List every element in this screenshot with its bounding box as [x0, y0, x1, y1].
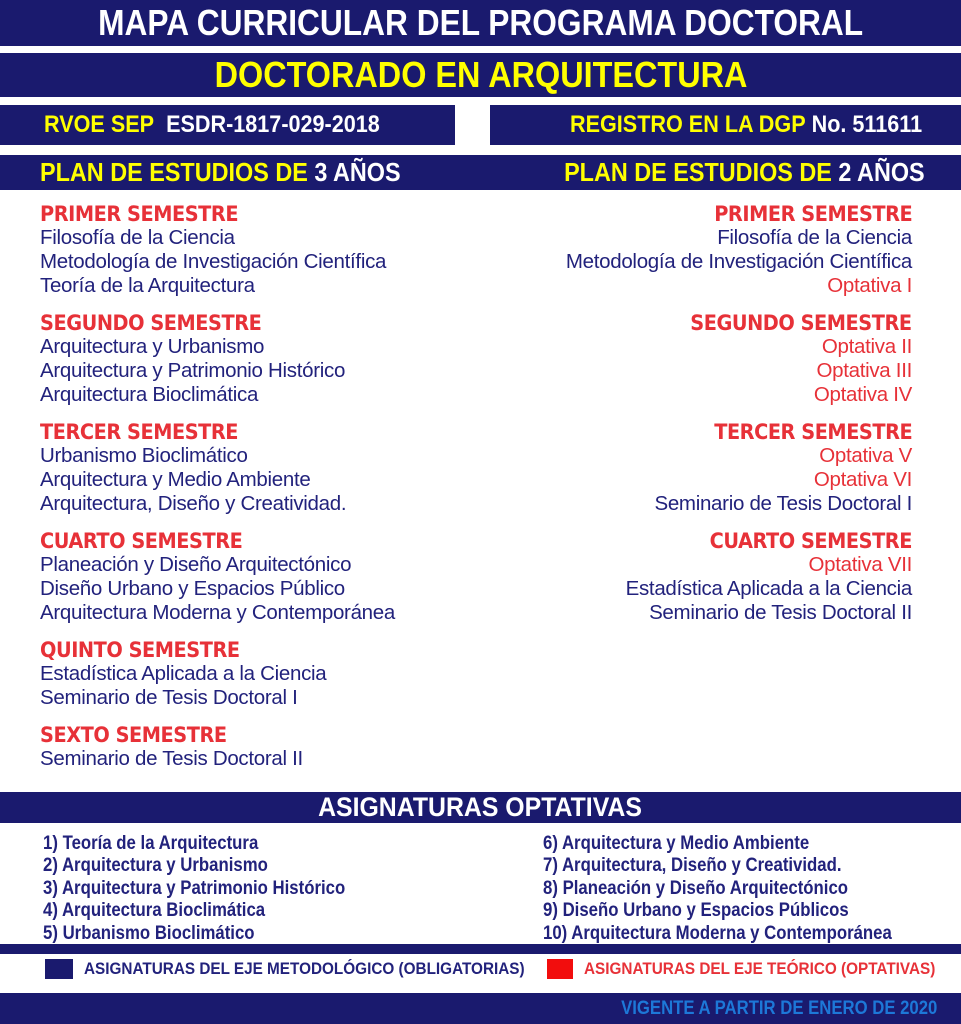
- course-obligatoria: Diseño Urbano y Espacios Público: [40, 577, 345, 600]
- rvoe-box: [0, 105, 455, 145]
- plan-2-years-column: [472, 202, 912, 638]
- rvoe-value: ESDR-1817-029-2018: [166, 111, 380, 138]
- electives-list-right: [543, 832, 949, 944]
- semester-section: [40, 202, 480, 298]
- course-obligatoria: Arquitectura, Diseño y Creatividad.: [40, 492, 347, 515]
- course-optativa: Optativa I: [827, 274, 912, 297]
- elective-item: 5) Urbanismo Bioclimático: [43, 921, 255, 944]
- course-optativa: Optativa IV: [813, 383, 912, 406]
- validity-note: VIGENTE A PARTIR DE ENERO DE 2020: [620, 997, 937, 1019]
- legend-obligatorias-label: ASIGNATURAS DEL EJE METODOLÓGICO (OBLIGATORIAS): [84, 959, 525, 978]
- plan-2-title: PLAN DE ESTUDIOS DE 2 AÑOS: [564, 157, 925, 187]
- electives-list-left: [43, 832, 394, 944]
- dgp-box: [490, 105, 961, 145]
- course-optativa: Optativa III: [816, 359, 912, 382]
- course-obligatoria: Teoría de la Arquitectura: [40, 274, 255, 297]
- course-optativa: Optativa VII: [808, 553, 912, 576]
- course-obligatoria: Metodología de Investigación Científica: [40, 250, 387, 273]
- semester-heading: SEGUNDO SEMESTRE: [40, 311, 262, 335]
- course-optativa: Optativa VI: [813, 468, 912, 491]
- semester-heading: QUINTO SEMESTRE: [40, 638, 240, 662]
- semester-section: [472, 420, 912, 516]
- elective-item: 1) Teoría de la Arquitectura: [43, 832, 259, 854]
- elective-item: 4) Arquitectura Bioclimática: [43, 899, 266, 922]
- elective-item: 2) Arquitectura y Urbanismo: [43, 854, 268, 877]
- footer-divider-band: [0, 944, 961, 954]
- elective-item: 10) Arquitectura Moderna y Contemporánea: [543, 921, 892, 944]
- course-optativa: Optativa V: [819, 444, 912, 467]
- semester-section: [472, 529, 912, 625]
- course-obligatoria: Seminario de Tesis Doctoral II: [40, 747, 303, 770]
- semester-section: [472, 311, 912, 407]
- semester-heading: CUARTO SEMESTRE: [709, 529, 912, 553]
- legend-swatch-navy: [45, 959, 73, 979]
- semester-heading: TERCER SEMESTRE: [713, 420, 912, 444]
- legend-swatch-red: [547, 959, 573, 979]
- plan-3-years-column: [40, 202, 480, 784]
- page-title: MAPA CURRICULAR DEL PROGRAMA DOCTORAL: [98, 2, 863, 43]
- elective-item: 8) Planeación y Diseño Arquitectónico: [543, 876, 849, 899]
- semester-section: [40, 723, 480, 771]
- semester-heading: TERCER SEMESTRE: [40, 420, 239, 444]
- electives-title-band: [0, 792, 961, 823]
- semester-heading: SEXTO SEMESTRE: [40, 723, 227, 747]
- course-obligatoria: Urbanismo Bioclimático: [40, 444, 248, 467]
- legend-optativas-label: ASIGNATURAS DEL EJE TEÓRICO (OPTATIVAS): [584, 959, 936, 978]
- semester-section: [472, 202, 912, 298]
- semester-section: [40, 311, 480, 407]
- elective-item: 3) Arquitectura y Patrimonio Histórico: [43, 876, 346, 899]
- plans-band: [0, 155, 961, 190]
- course-obligatoria: Estadística Aplicada a la Ciencia: [40, 662, 327, 685]
- semester-heading: PRIMER SEMESTRE: [40, 202, 239, 226]
- course-obligatoria: Seminario de Tesis Doctoral II: [649, 601, 912, 624]
- elective-item: 9) Diseño Urbano y Espacios Públicos: [543, 899, 849, 922]
- course-obligatoria: Arquitectura y Urbanismo: [40, 335, 265, 358]
- main-title-band: [0, 0, 961, 46]
- rvoe-label: RVOE SEP: [44, 111, 155, 138]
- semester-section: [40, 638, 480, 710]
- dgp-label: REGISTRO EN LA DGP: [570, 111, 806, 138]
- dgp-value: No. 511611: [811, 111, 923, 138]
- course-obligatoria: Filosofía de la Ciencia: [40, 226, 235, 249]
- course-obligatoria: Filosofía de la Ciencia: [717, 226, 912, 249]
- plan-3-title: PLAN DE ESTUDIOS DE 3 AÑOS: [40, 157, 401, 187]
- course-obligatoria: Seminario de Tesis Doctoral I: [40, 686, 298, 709]
- semester-section: [40, 420, 480, 516]
- course-obligatoria: Arquitectura Bioclimática: [40, 383, 259, 406]
- semester-heading: CUARTO SEMESTRE: [40, 529, 243, 553]
- program-name-band: [0, 53, 961, 97]
- course-obligatoria: Arquitectura y Medio Ambiente: [40, 468, 311, 491]
- elective-item: 7) Arquitectura, Diseño y Creatividad.: [543, 854, 842, 877]
- course-obligatoria: Planeación y Diseño Arquitectónico: [40, 553, 352, 576]
- semester-heading: PRIMER SEMESTRE: [713, 202, 912, 226]
- course-obligatoria: Arquitectura y Patrimonio Histórico: [40, 359, 346, 382]
- course-obligatoria: Arquitectura Moderna y Contemporánea: [40, 601, 395, 624]
- footer-band: [0, 993, 961, 1024]
- course-obligatoria: Seminario de Tesis Doctoral I: [654, 492, 912, 515]
- course-optativa: Optativa II: [821, 335, 912, 358]
- program-name: DOCTORADO EN ARQUITECTURA: [214, 54, 747, 95]
- electives-title: ASIGNATURAS OPTATIVAS: [318, 792, 643, 822]
- elective-item: 6) Arquitectura y Medio Ambiente: [543, 832, 810, 854]
- semester-heading: SEGUNDO SEMESTRE: [690, 311, 912, 335]
- course-obligatoria: Metodología de Investigación Científica: [565, 250, 912, 273]
- semester-section: [40, 529, 480, 625]
- course-obligatoria: Estadística Aplicada a la Ciencia: [625, 577, 912, 600]
